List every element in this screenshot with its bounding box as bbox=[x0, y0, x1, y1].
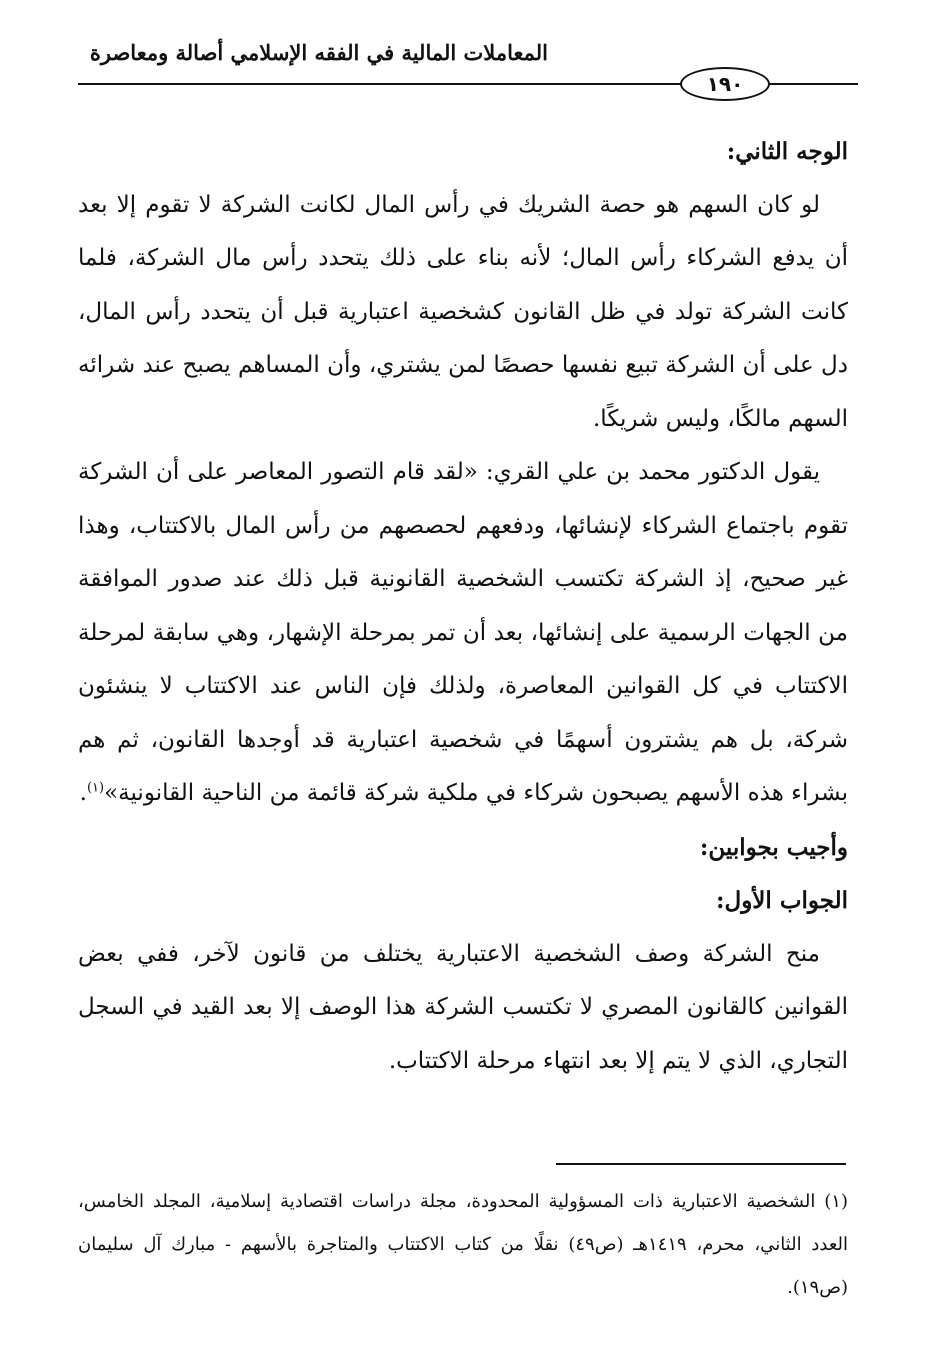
paragraph-3: منح الشركة وصف الشخصية الاعتبارية يختلف من قانون لآخر، ففي بعض القوانين كالقانون المصري لا تكتسب الشركة هذا الوصف إلا بعد القيد في السجل التجاري، الذي لا يتم إلا بعد انتهاء مرحلة الاكتتاب. bbox=[78, 940, 848, 1074]
heading-second-aspect: الوجه الثاني: bbox=[726, 138, 848, 165]
footnote-rule bbox=[556, 1163, 846, 1165]
paragraph-2 bbox=[78, 446, 848, 821]
paragraph-1: لو كان السهم هو حصة الشريك في رأس المال لكانت الشركة لا تقوم إلا بعد أن يدفع الشركاء رأس المال؛ لأنه بناء على ذلك يتحدد رأس مال الشركة، فلما كانت الشركة تولد في ظل القانون كشخصية اعتبارية قبل أن يتحدد رأس المال، دل على أن الشركة تبيع نفسها حصصًا لمن يشتري، وأن المساهم يصبح عند شرائه السهم مالكًا، وليس شريكًا. bbox=[78, 191, 848, 432]
heading-first-answer: الجواب الأول: bbox=[716, 887, 848, 914]
quote-end: . bbox=[79, 780, 87, 806]
footnote-marker[interactable]: (١) bbox=[86, 780, 105, 796]
heading-two-answers: وأجيب بجوابين: bbox=[699, 833, 848, 861]
page-number: ١٩٠ bbox=[680, 67, 770, 101]
running-title: المعاملات المالية في الفقه الإسلامي أصالة ومعاصرة bbox=[89, 40, 548, 65]
quote-text: يقول الدكتور محمد بن علي القري: «لقد قام التصور المعاصر على أن الشركة تقوم باجتماع الشركاء لإنشائها، ودفعهم لحصصهم من رأس المال بالاكتتاب، وهذا غير صحيح، إذ الشركة تكتسب الشخصية القانونية قبل ذلك عند صدور الموافقة من الجهات الرسمية على إنشائها، بعد أن تمر بمرحلة الإشهار، وهي سابقة لمرحلة الاكتتاب في كل القوانين المعاصرة، ولذلك فإن الناس عند الاكتتاب لا ينشئون شركة، بل هم يشترون أسهمًا في شخصية اعتبارية قد أوجدها القانون، ثم هم بشراء هذه الأسهم يصبحون شركاء في ملكية شركة قائمة من الناحية القانونية» bbox=[78, 459, 848, 806]
footnote: (١) الشخصية الاعتبارية ذات المسؤولية المحدودة، مجلة دراسات اقتصادية إسلامية، المجلد الخامس، العدد الثاني، محرم، ١٤١٩هـ (ص٤٩) نقلًا من كتاب الاكتتاب والمتاجرة بالأسهم - مبارك آل سليمان (ص١٩). bbox=[78, 1191, 848, 1298]
body-text bbox=[78, 125, 848, 1088]
